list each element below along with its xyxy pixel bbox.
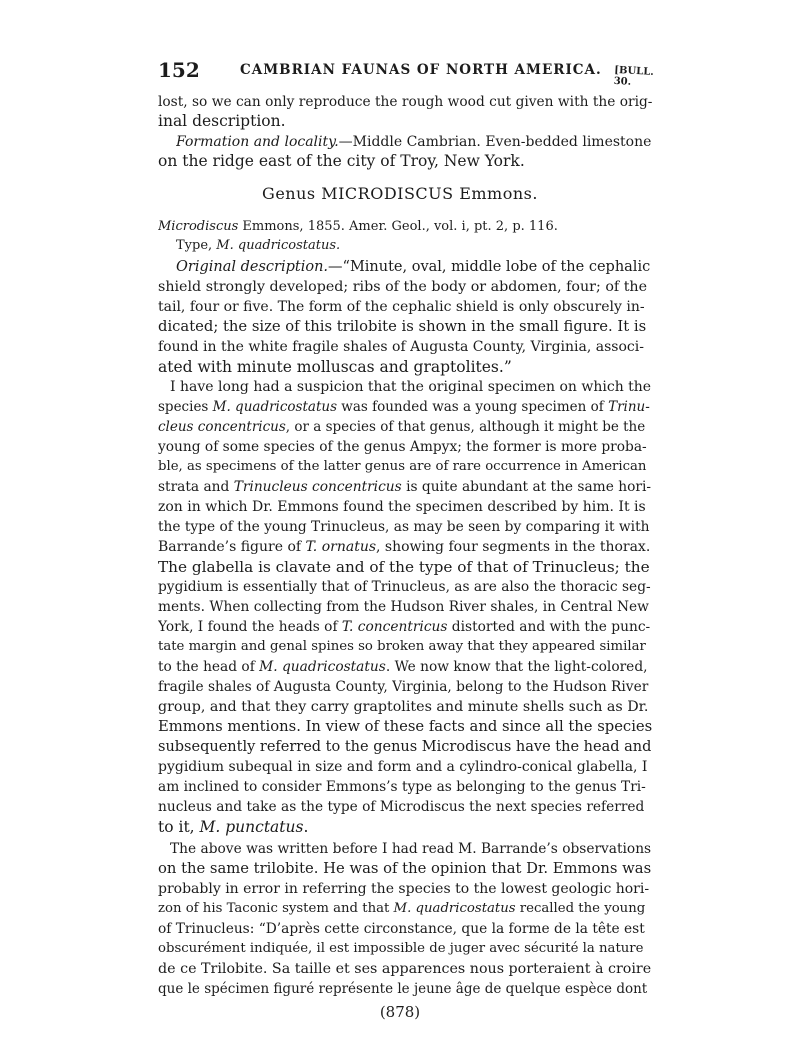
text-line: group, and that they carry graptolites and minute shells such as Dr. <box>158 699 649 715</box>
formation-label: Formation and locality. <box>176 134 339 150</box>
formation-locality: Formation and locality.—Middle Cambrian. Even-bedded limestone <box>176 134 652 150</box>
page-folio: (878) <box>379 1003 421 1021</box>
text-line: subsequently referred to the genus Microdiscus have the head and <box>158 739 652 755</box>
bulletin-reference: [BULL. 30. <box>613 64 655 88</box>
text-line: on the ridge east of the city of Troy, New York. <box>158 152 525 170</box>
text-line: dicated; the size of this trilobite is shown in the small figure. It is <box>158 318 647 335</box>
text-line: zon of his Taconic system and that M. quadricostatus recalled the young <box>158 901 646 916</box>
citation: Microdiscus Emmons, 1855. Amer. Geol., vol. i, pt. 2, p. 116. <box>158 219 558 234</box>
text-line: The above was written before I had read M. Barrande’s observations <box>170 841 652 857</box>
text-line: zon in which Dr. Emmons found the specimen described by him. It is <box>158 499 646 515</box>
text-line: ments. When collecting from the Hudson River shales, in Central New <box>158 599 649 615</box>
running-head: CAMBRIAN FAUNAS OF NORTH AMERICA. <box>240 62 602 78</box>
text-line: species M. quadricostatus was founded was a young specimen of Trinu- <box>158 399 650 415</box>
text-line: lost, so we can only reproduce the rough wood cut given with the orig- <box>158 94 652 110</box>
type-species: Type, M. quadricostatus. <box>176 238 341 253</box>
text-line: The glabella is clavate and of the type of that of Trinucleus; the <box>158 558 650 576</box>
page-number: 152 <box>158 58 200 82</box>
text-line: nucleus and take as the type of Microdiscus the next species referred <box>158 799 645 815</box>
text-line: ated with minute molluscas and graptolites.” <box>158 358 512 376</box>
text-line: fragile shales of Augusta County, Virginia, belong to the Hudson River <box>158 679 649 695</box>
text-line: the type of the young Trinucleus, as may be seen by comparing it with <box>158 519 650 535</box>
text-line: ble, as specimens of the latter genus are of rare occurrence in American <box>158 459 647 474</box>
text-line: tail, four or five. The form of the cephalic shield is only obscurely in- <box>158 299 645 315</box>
text-line: am inclined to consider Emmons’s type as belonging to the genus Tri- <box>158 779 646 795</box>
original-description: Original description.—“Minute, oval, middle lobe of the cephalic <box>176 259 651 275</box>
genus-heading: Genus MICRODISCUS Emmons. <box>262 184 538 203</box>
page-header <box>158 58 658 88</box>
text-line: de ce Trilobite. Sa taille et ses apparences nous porteraient à croire <box>158 961 652 977</box>
text-line: que le spécimen figuré représente le jeune âge de quelque espèce dont <box>158 981 648 997</box>
text-line: young of some species of the genus Ampyx; the former is more proba- <box>158 439 647 455</box>
text-line: inal description. <box>158 112 286 130</box>
text-line: to it, M. punctatus. <box>158 818 309 836</box>
genus-name: MICRODISCUS <box>321 184 454 203</box>
text-line: shield strongly developed; ribs of the body or abdomen, four; of the <box>158 279 648 295</box>
text-line: York, I found the heads of T. concentricus distorted and with the punc- <box>158 619 651 635</box>
original-description-label: Original description. <box>176 259 329 275</box>
text-line: Barrande’s figure of T. ornatus, showing four segments in the thorax. <box>158 539 651 555</box>
text-line: of Trinucleus: “D’après cette circonstance, que la forme de la tête est <box>158 921 645 937</box>
text-line: I have long had a suspicion that the original specimen on which the <box>170 379 652 395</box>
text-line: tate margin and genal spines so broken away that they appeared similar <box>158 639 646 654</box>
text-line: strata and Trinucleus concentricus is quite abundant at the same hori- <box>158 479 651 495</box>
text-line: cleus concentricus, or a species of that genus, although it might be the <box>158 419 646 435</box>
text-line: pygidium is essentially that of Trinucleus, as are also the thoracic seg- <box>158 579 651 595</box>
text-line: probably in error in referring the species to the lowest geologic hori- <box>158 881 650 897</box>
text-line: obscurément indiquée, il est impossible de juger avec sécurité la nature <box>158 941 644 956</box>
text-line: Emmons mentions. In view of these facts and since all the species <box>158 718 652 735</box>
text-line: found in the white fragile shales of Augusta County, Virginia, associ- <box>158 339 644 355</box>
text-line: on the same trilobite. He was of the opinion that Dr. Emmons was <box>158 860 652 877</box>
text-line: pygidium subequal in size and form and a cylindro-conical glabella, I <box>158 759 648 775</box>
text-line: to the head of M. quadricostatus. We now know that the light-colored, <box>158 659 648 675</box>
